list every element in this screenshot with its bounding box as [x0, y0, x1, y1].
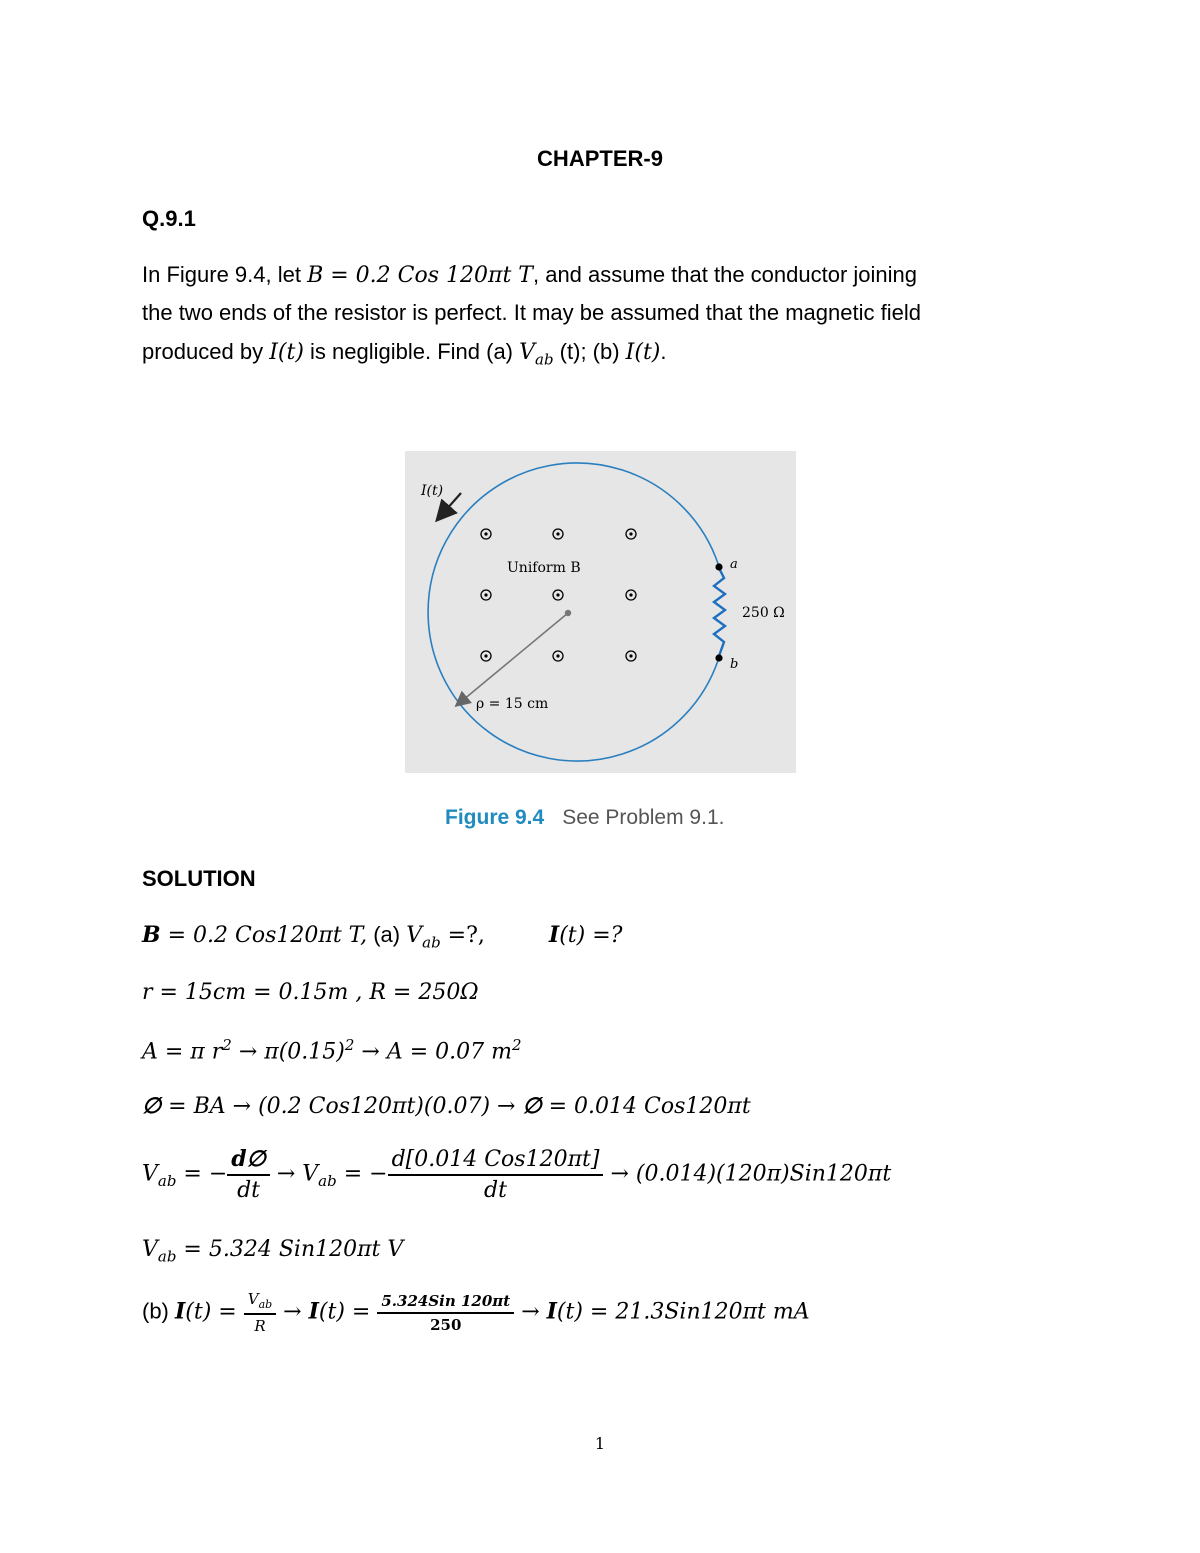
- radius-label: ρ = 15 cm: [476, 696, 549, 712]
- eq-text: → π(0.15): [231, 1039, 345, 1065]
- question-line-2: the two ends of the resistor is perfect. It may be assumed that the magnetic field: [142, 300, 921, 325]
- denominator: R: [254, 1317, 266, 1335]
- eq-symbol: I: [548, 922, 560, 948]
- eq-text: →: [514, 1299, 547, 1325]
- field-label: Uniform B: [507, 560, 581, 576]
- resistor-zigzag: [714, 568, 725, 656]
- fraction: [227, 1146, 270, 1203]
- eq-symbol: V: [406, 923, 423, 948]
- eq-symbol: I: [175, 1298, 186, 1325]
- eq-text: →: [276, 1299, 309, 1325]
- node-b-label: b: [730, 657, 739, 672]
- current-symbol: I(t): [625, 340, 661, 365]
- eq-subscript: ab: [422, 933, 441, 952]
- chapter-title: CHAPTER-9: [537, 146, 663, 171]
- eq-subscript: ab: [157, 1171, 177, 1190]
- denominator: dt: [484, 1177, 507, 1203]
- node-b-dot: [715, 654, 722, 661]
- equation-3: [142, 1036, 522, 1064]
- numerator-subscript: ab: [258, 1298, 273, 1311]
- eq-symbol: V: [142, 1161, 158, 1187]
- question-number: Q.9.1: [142, 206, 196, 231]
- question-text: .: [660, 339, 667, 364]
- eq-subscript: ab: [157, 1247, 177, 1266]
- equation-5: [142, 1146, 891, 1203]
- eq-text: = −: [336, 1161, 388, 1187]
- current-symbol: I(t): [269, 340, 304, 365]
- eq-symbol: V: [142, 1237, 158, 1262]
- equation-4: [142, 1093, 751, 1119]
- equation-2: r = 15cm = 0.15m , R = 250Ω: [142, 980, 479, 1005]
- question-line-3: [142, 339, 667, 368]
- caption-text: See Problem 9.1.: [562, 806, 725, 829]
- equation-6: [142, 1237, 403, 1265]
- page-number: 1: [594, 1434, 606, 1453]
- question-text: (t); (b): [553, 339, 626, 364]
- fraction: [377, 1292, 514, 1334]
- eq-text: = 0.014 Cos120πt: [541, 1094, 751, 1119]
- numerator-symbol: V: [247, 1290, 259, 1308]
- eq-text: = BA → (0.2 Cos120πt)(0.07) →: [161, 1094, 523, 1119]
- eq-text: (b): [142, 1298, 175, 1324]
- eq-text: (t) = 21.3Sin120πt mA: [556, 1299, 810, 1325]
- resistor-label: 250 Ω: [742, 605, 785, 621]
- eq-text: (t) =: [318, 1299, 378, 1325]
- eq-text: = 0.2 Cos120πt T,: [160, 923, 368, 948]
- eq-superscript: 2: [222, 1036, 232, 1054]
- eq-text: (t) =: [185, 1299, 244, 1325]
- caption-label: Figure 9.4: [445, 806, 545, 829]
- eq-text: =?,: [440, 923, 485, 948]
- question-text: produced by: [142, 339, 270, 364]
- eq-symbol: I: [546, 1298, 557, 1325]
- eq-superscript: 2: [344, 1036, 355, 1054]
- question-text: , and assume that the conductor joining: [532, 262, 918, 287]
- eq-symbol: ∅: [522, 1093, 542, 1119]
- eq-symbol: I: [308, 1298, 319, 1325]
- radius-arrow: [457, 613, 568, 705]
- eq-text: →: [269, 1161, 303, 1187]
- eq-text: → (0.014)(120π)Sin120πt: [603, 1161, 892, 1187]
- question-line-1: [142, 262, 917, 288]
- circuit-diagram: [405, 451, 796, 773]
- figure-caption: [445, 806, 724, 830]
- node-a-dot: [715, 563, 722, 570]
- eq-text: → A = 0.07 m: [354, 1039, 512, 1065]
- question-text: is negligible. Find (a): [303, 339, 520, 364]
- denominator: 250: [430, 1315, 462, 1334]
- eq-subscript: ab: [318, 1171, 337, 1190]
- current-label: I(t): [421, 483, 444, 499]
- field-expression: B = 0.2 Cos 120πt T: [307, 263, 533, 288]
- eq-text: = 5.324 Sin120πt V: [176, 1237, 404, 1262]
- eq-symbol: V: [302, 1161, 319, 1187]
- numerator: d∅: [227, 1146, 270, 1176]
- eq-text: (t) =?: [559, 923, 623, 948]
- fraction: [244, 1290, 276, 1335]
- eq-text: (a): [367, 922, 407, 947]
- eq-text: A = π r: [142, 1039, 223, 1065]
- denominator: dt: [237, 1178, 261, 1203]
- question-text: In Figure 9.4, let: [142, 262, 308, 287]
- equation-1: [142, 922, 622, 951]
- loop-circle: [428, 463, 718, 761]
- numerator: d[0.014 Cos120πt]: [388, 1147, 604, 1176]
- figure-9-4: [405, 451, 796, 773]
- voltage-symbol: V: [519, 340, 536, 365]
- numerator: [244, 1290, 276, 1315]
- eq-superscript: 2: [511, 1036, 522, 1054]
- eq-text: = −: [176, 1161, 228, 1187]
- equation-7: [142, 1290, 810, 1335]
- fraction: [388, 1147, 604, 1203]
- solution-heading: SOLUTION: [142, 866, 256, 891]
- numerator: 5.324Sin 120πt: [377, 1292, 514, 1314]
- eq-symbol: B: [142, 922, 161, 948]
- node-a-label: a: [730, 557, 738, 572]
- voltage-subscript: ab: [535, 350, 554, 369]
- eq-symbol: ∅: [142, 1093, 162, 1119]
